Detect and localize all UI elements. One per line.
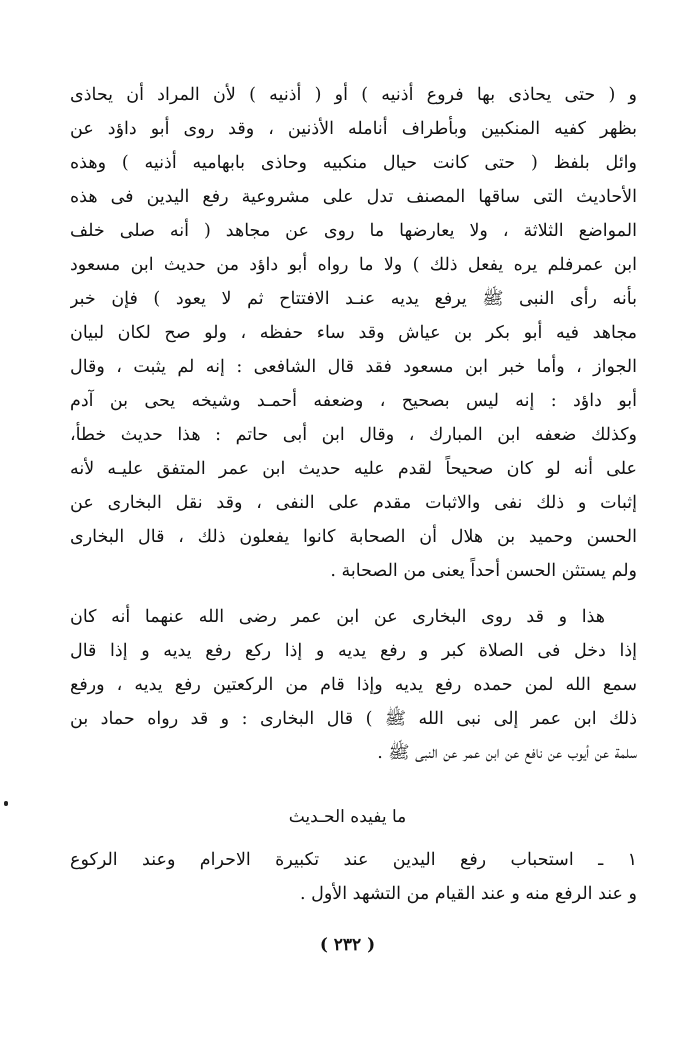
main-paragraph	[70, 78, 637, 588]
text-line: هذا و قد روى البخارى عن ابن عمر رضى الله عنهما أنه كان	[70, 607, 605, 627]
text-line: وكذلك ضعفه ابن المبارك ، وقال ابن أبى حاتم : هذا حديث خطأ،	[70, 425, 637, 445]
text-line: إذا دخل فى الصلاة كبر و رفع يديه و إذا ركع رفع يديه و إذا قال	[70, 641, 637, 661]
text-line: ذلك ابن عمر إلى نبى الله ﷺ ) قال البخارى : و قد رواه حماد بن	[70, 709, 637, 729]
page-number: ( ٢٣٢ )	[319, 935, 376, 955]
text-line: سلمة عن أيوب عن نافع عن ابن عمر عن النبى ﷺ .	[377, 743, 637, 763]
benefits-list	[70, 843, 637, 911]
margin-mark	[4, 801, 8, 806]
text-line: وائل بلفظ ( حتى كانت حيال منكبيه وحاذى بابهاميه أذنيه ) وهذه	[70, 153, 637, 173]
text-line: الجواز ، وأما خبر ابن مسعود فقد قال الشافعى : إنه لم يثبت ، وقال	[70, 357, 637, 377]
text-line: ابن عمرفلم يره يفعل ذلك ) ولا ما رواه أبو داؤد من حديث ابن مسعود	[70, 255, 637, 275]
second-paragraph	[70, 600, 637, 770]
text-line: بأنه رأى النبى ﷺ يرفع يديه عنـد الافتتاح ثم لا يعود ) فإن خبر	[70, 289, 637, 309]
text-line: على أنه لو كان صحيحاً لقدم عليه حديث ابن عمر المتفق عليـه لأنه	[70, 459, 637, 479]
list-item: ١ ـ استحباب رفع اليدين عند تكبيرة الاحرام وعند الركوع	[70, 850, 637, 870]
text-line: ولم يستثن الحسن أحداً يعنى من الصحابة .	[330, 561, 637, 581]
section-heading: ما يفيده الحـديث	[288, 807, 407, 827]
text-line: و ( حتى يحاذى بها فروع أذنيه ) أو ( أذنيه ) لأن المراد أن يحاذى	[70, 85, 637, 105]
text-line: أبو داؤد : إنه ليس بصحيح ، وضعفه أحمـد وشيخه يحى بن آدم	[70, 391, 637, 411]
text-line: بظهر كفيه المنكبين وبأطراف أنامله الأذنين ، وقد روى أبو داؤد عن	[70, 119, 637, 139]
text-line: سمع الله لمن حمده رفع يديه وإذا قام من الركعتين رفع يديه ، ورفع	[70, 675, 637, 695]
text-line: مجاهد فيه أبو بكر بن عياش وقد ساء حفظه ، ولو صح لكان لبيان	[70, 323, 637, 343]
text-line: إثبات و ذلك نفى والاثبات مقدم على النفى ، وقد نقل البخارى عن	[70, 493, 637, 513]
list-item: و عند الرفع منه و عند القيام من التشهد الأول .	[299, 884, 637, 904]
text-line: المواضع الثلاثة ، ولا يعارضها ما روى عن مجاهد ( أنه صلى خلف	[70, 221, 637, 241]
text-line: الحسن وحميد بن هلال أن الصحابة كانوا يفعلون ذلك ، قال البخارى	[70, 527, 637, 547]
text-line: الأحاديث التى ساقها المصنف تدل على مشروعية رفع اليدين فى هذه	[70, 187, 637, 207]
